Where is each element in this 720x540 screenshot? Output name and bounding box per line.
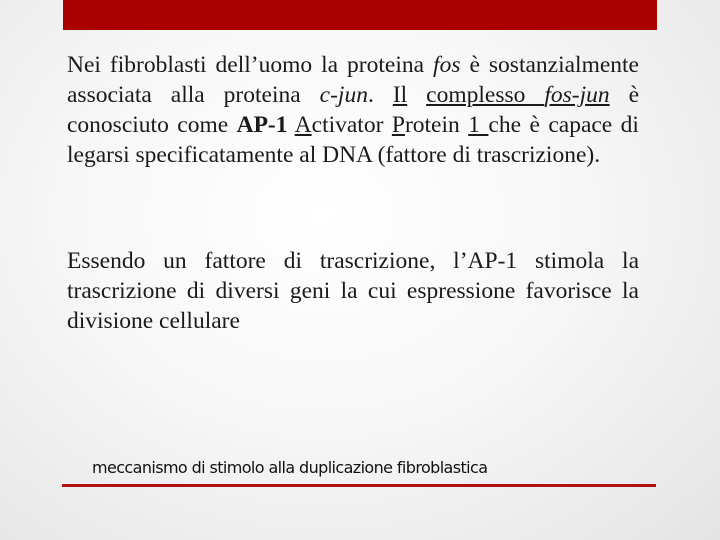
p1-cjun: c-jun <box>319 82 368 108</box>
p1-space <box>407 82 426 108</box>
p1-text: è sostanzialmente associata alla proteina <box>67 52 639 108</box>
p1-text: è conosciuto come <box>67 82 640 138</box>
p1-space <box>288 112 295 138</box>
p1-a-initial: A <box>294 112 312 138</box>
p1-text: rotein <box>404 112 469 138</box>
paragraph-ap1-stimulation: Essendo un fattore di trascrizione, l’AP-1 stimola la trascrizione di diversi geni la cui espressione favorisce la divisione cellulare <box>67 248 639 334</box>
p1-ap1: AP-1 <box>236 112 288 138</box>
p1-text: che è capace di legarsi specificatamente al DNA (fattore di trascrizione). <box>67 112 639 168</box>
footer-caption: meccanismo di stimolo alla duplicazione fibroblastica <box>92 458 488 477</box>
paragraph-fos-jun <box>67 50 639 170</box>
top-accent-bar <box>63 0 657 30</box>
p1-fos: fos <box>433 52 461 78</box>
p1-text: . <box>367 82 393 108</box>
p1-p-initial: P <box>391 112 405 138</box>
p1-text: Nei fibroblasti dell’uomo la proteina <box>67 52 434 78</box>
p1-complesso: complesso <box>426 82 545 108</box>
p1-il: Il <box>392 82 408 108</box>
p1-text: ctivator <box>311 112 392 138</box>
p1-fos-jun: fos-jun <box>544 82 610 108</box>
p1-one-initial: 1 <box>468 112 489 138</box>
footer-divider <box>62 484 656 487</box>
